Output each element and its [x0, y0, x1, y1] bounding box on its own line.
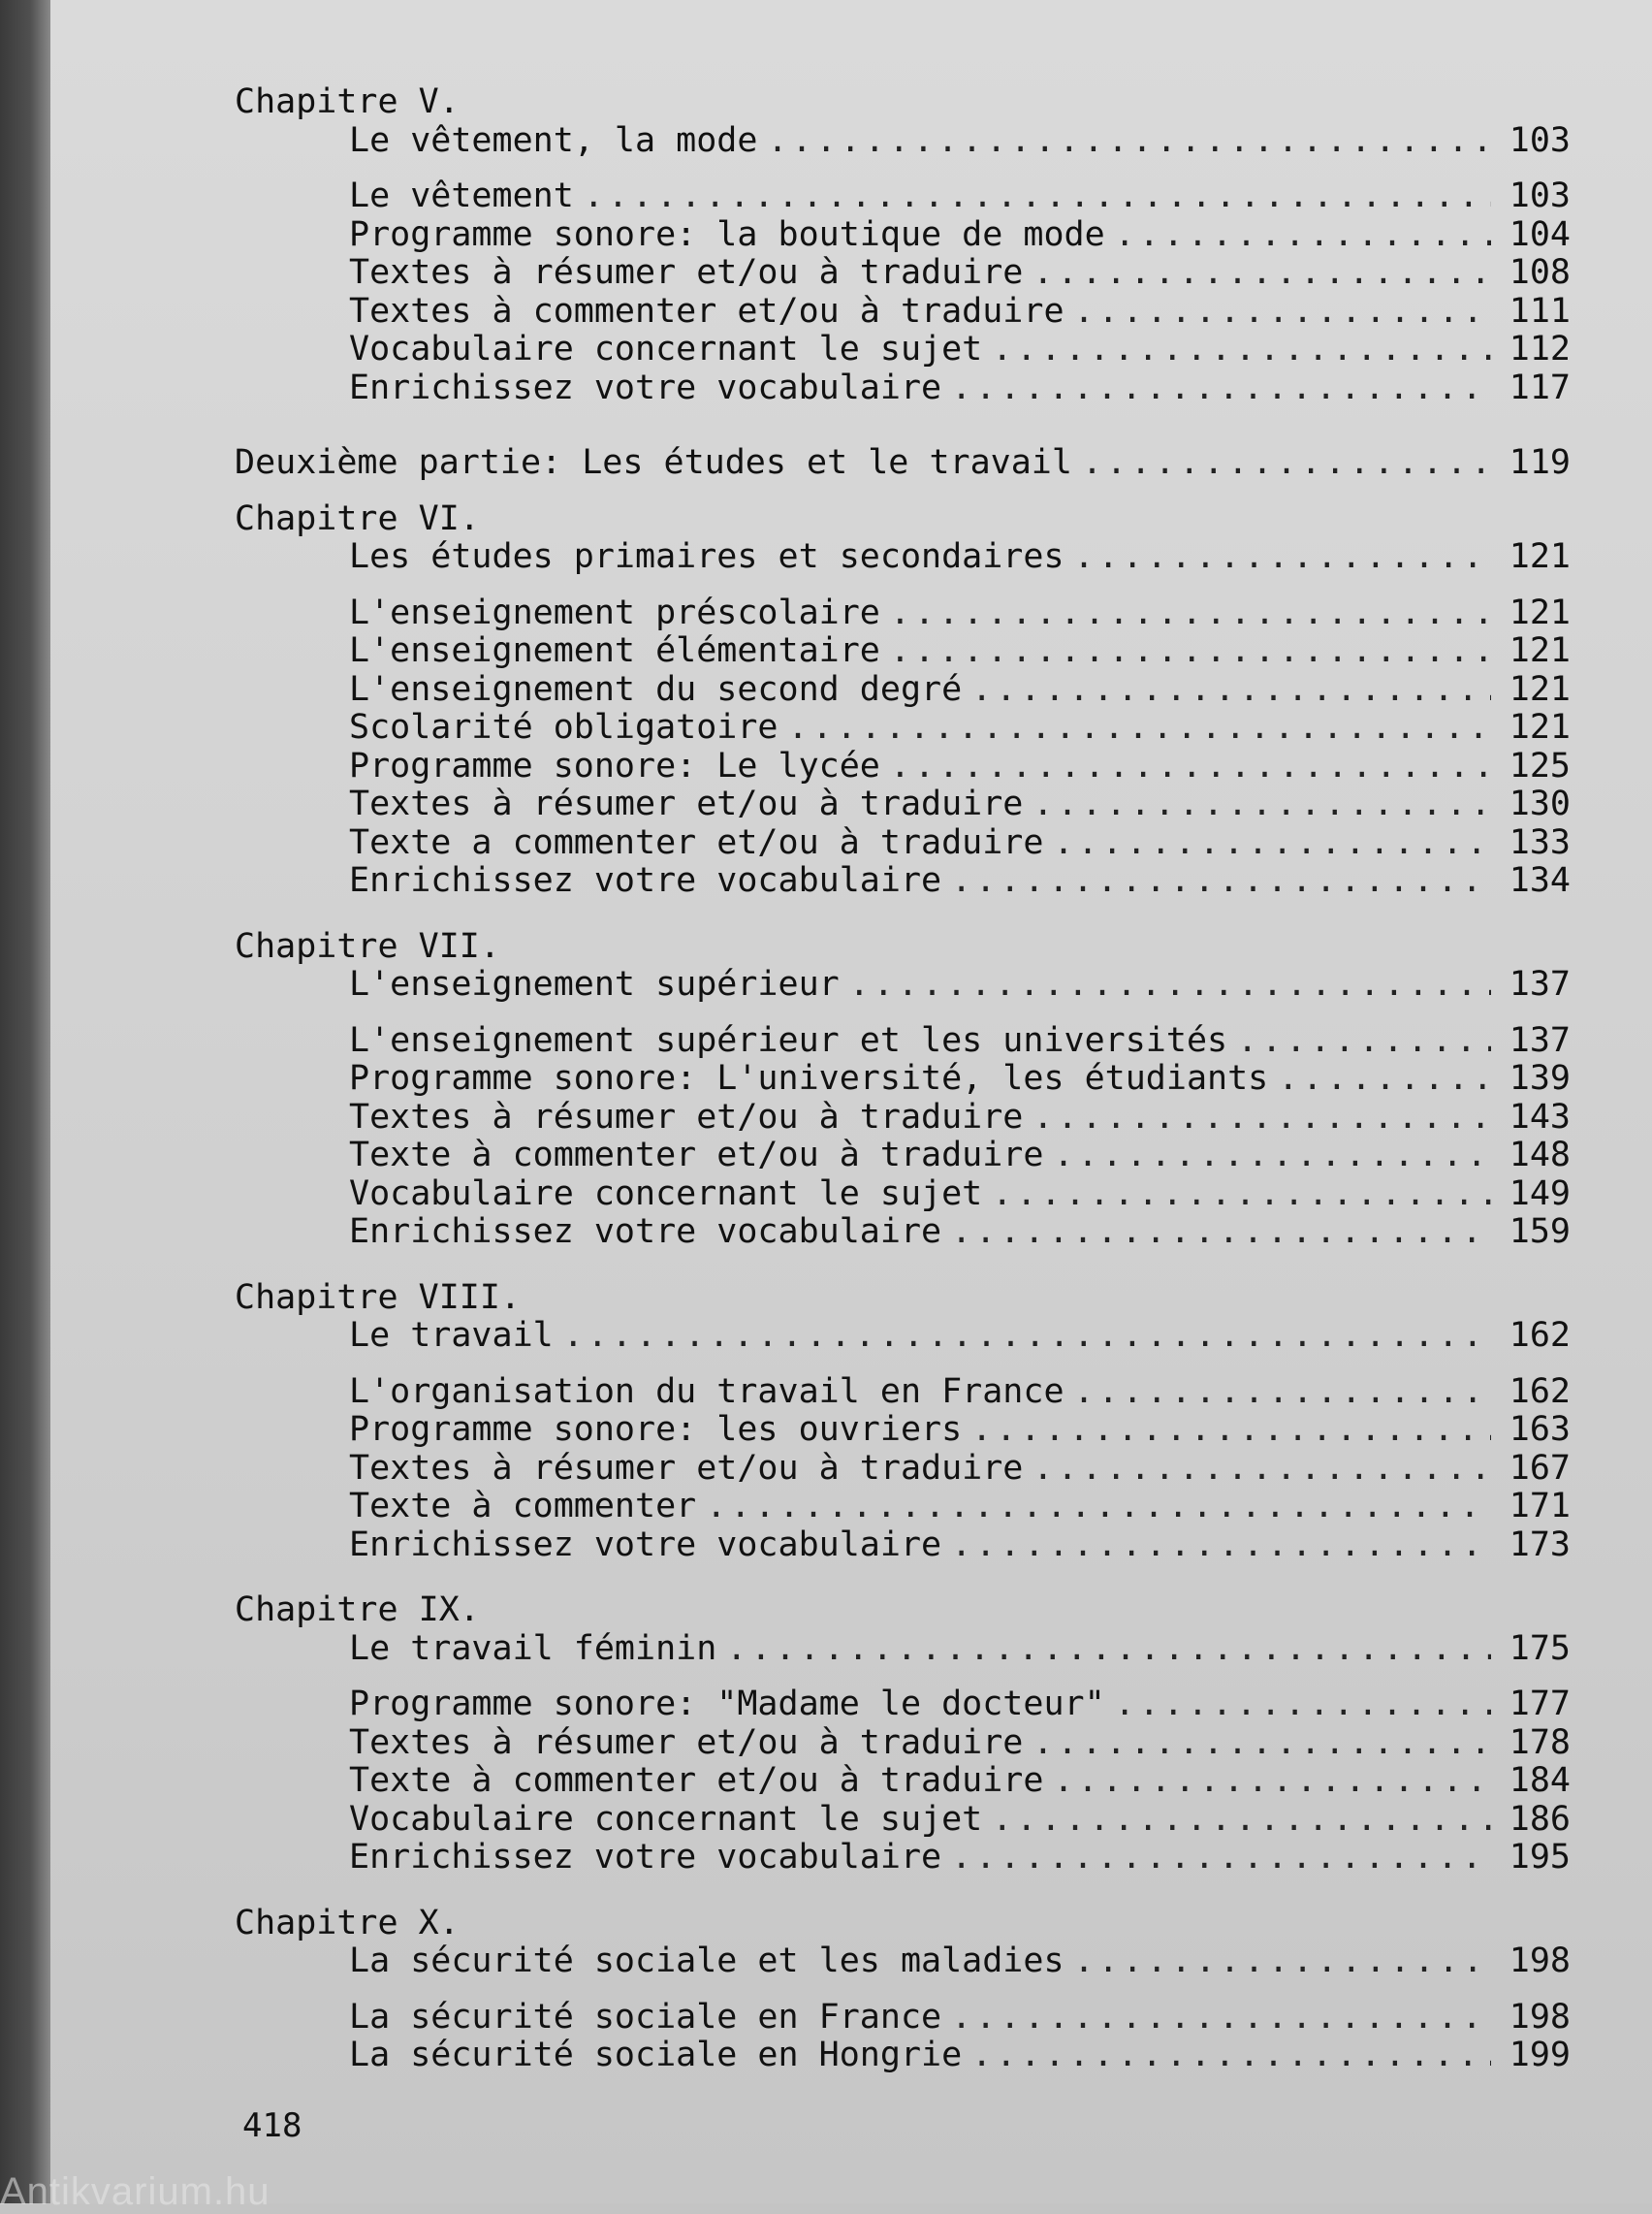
toc-item-label: Programme sonore: la boutique de mode — [349, 214, 1105, 254]
watermark: Antikvarium.hu — [0, 2170, 270, 2213]
toc-item — [235, 369, 1571, 408]
toc-item — [235, 2037, 1571, 2075]
page-ref: 173 — [1509, 1524, 1571, 1564]
toc-item-label: Texte à commenter et/ou à traduire — [349, 1136, 1044, 1174]
page-ref: 175 — [1509, 1628, 1571, 1668]
toc-item-label: Enrichissez votre vocabulaire — [349, 1212, 942, 1251]
toc-item-label: L'enseignement élémentaire — [349, 631, 880, 670]
table-of-contents — [235, 83, 1571, 2075]
chapter-heading: Chapitre X. — [235, 1903, 460, 1942]
dot-leader — [1237, 1022, 1491, 1061]
dot-leader — [951, 1526, 1491, 1565]
dot-leader — [951, 1839, 1491, 1877]
page-ref: 198 — [1509, 1941, 1571, 1980]
dot-leader — [992, 1175, 1491, 1214]
toc-item-label: Texte à commenter — [349, 1487, 697, 1525]
toc-item — [235, 1022, 1571, 1061]
page-ref: 112 — [1509, 330, 1571, 369]
dot-leader — [951, 1213, 1491, 1252]
page-ref: 195 — [1509, 1838, 1571, 1877]
dot-leader — [1053, 824, 1491, 863]
toc-item-label: Programme sonore: L'université, les étudiants — [349, 1059, 1269, 1098]
toc-item-label: Programme sonore: "Madame le docteur" — [349, 1685, 1105, 1723]
dot-leader — [1115, 216, 1491, 255]
toc-item-label: Enrichissez votre vocabulaire — [349, 368, 942, 407]
chapter-title-row — [235, 966, 1571, 1005]
dot-leader — [584, 177, 1491, 216]
page-ref: 111 — [1509, 291, 1571, 331]
page-ref: 162 — [1509, 1316, 1571, 1355]
dot-leader — [890, 748, 1491, 786]
dot-leader — [971, 2037, 1491, 2075]
toc-item — [235, 1801, 1571, 1840]
dot-leader — [1032, 1724, 1491, 1763]
toc-item-label: Scolarité obligatoire — [349, 708, 778, 747]
toc-item-label: Vocabulaire concernant le sujet — [349, 1799, 983, 1839]
part-heading-row — [235, 444, 1571, 483]
page-ref: 108 — [1509, 253, 1571, 292]
toc-item-label: L'enseignement du second degré — [349, 669, 963, 709]
dot-leader — [1278, 1060, 1491, 1099]
page-ref: 143 — [1509, 1097, 1571, 1137]
toc-item — [235, 786, 1571, 824]
toc-item-label: Programme sonore: Le lycée — [349, 746, 880, 786]
page-ref: 163 — [1509, 1410, 1571, 1449]
toc-item-label: Textes à résumer et/ou à traduire — [349, 1097, 1024, 1137]
chapter-title: Les études primaires et secondaires — [349, 537, 1064, 576]
toc-item — [235, 1762, 1571, 1801]
chapter-title-row — [235, 1317, 1571, 1356]
toc-item — [235, 1450, 1571, 1489]
toc-item-label: Textes à résumer et/ou à traduire — [349, 1722, 1024, 1762]
page-ref: 184 — [1509, 1761, 1571, 1800]
chapter-title-row — [235, 122, 1571, 161]
toc-item — [235, 748, 1571, 786]
toc-item — [235, 1175, 1571, 1214]
dot-leader — [1032, 254, 1491, 293]
toc-item-label: L'enseignement supérieur et les universités — [349, 1020, 1228, 1060]
toc-item — [235, 1999, 1571, 2038]
page-ref: 121 — [1509, 708, 1571, 747]
chapter-heading: Chapitre VI. — [235, 498, 480, 538]
page-ref: 119 — [1509, 443, 1571, 482]
dot-leader — [1032, 1099, 1491, 1138]
book-spine-shadow — [0, 0, 50, 2203]
toc-item — [235, 1373, 1571, 1412]
toc-item — [235, 862, 1571, 901]
dot-leader — [1032, 1450, 1491, 1489]
toc-item-label: Enrichissez votre vocabulaire — [349, 861, 942, 900]
dot-leader — [992, 331, 1491, 369]
page-ref: 199 — [1509, 2036, 1571, 2074]
page-ref: 117 — [1509, 368, 1571, 407]
chapter-title: Le vêtement, la mode — [349, 120, 758, 160]
toc-item — [235, 293, 1571, 332]
toc-item-label: Vocabulaire concernant le sujet — [349, 1173, 983, 1213]
page-ref: 137 — [1509, 965, 1571, 1004]
page-ref: 186 — [1509, 1799, 1571, 1839]
dot-leader — [1053, 1762, 1491, 1801]
chapter-heading: Chapitre VIII. — [235, 1277, 522, 1317]
page-ref: 137 — [1509, 1020, 1571, 1060]
dot-leader — [890, 594, 1491, 633]
page-ref: 121 — [1509, 669, 1571, 709]
toc-item — [235, 709, 1571, 748]
toc-item-label: La sécurité sociale en Hongrie — [349, 2036, 963, 2074]
toc-item-label: Le vêtement — [349, 176, 574, 215]
toc-item-label: L'organisation du travail en France — [349, 1371, 1064, 1411]
toc-item — [235, 594, 1571, 633]
toc-item-label: Textes à commenter et/ou à traduire — [349, 291, 1064, 331]
dot-leader — [1074, 293, 1491, 332]
toc-item — [235, 1411, 1571, 1450]
page-ref: 103 — [1509, 120, 1571, 160]
toc-item — [235, 824, 1571, 863]
dot-leader — [726, 1630, 1491, 1669]
page-ref: 177 — [1509, 1685, 1571, 1723]
dot-leader — [951, 369, 1491, 408]
toc-item — [235, 1839, 1571, 1877]
toc-item — [235, 331, 1571, 369]
page-ref: 133 — [1509, 822, 1571, 862]
page-ref: 149 — [1509, 1173, 1571, 1213]
toc-item — [235, 632, 1571, 671]
dot-leader — [1074, 538, 1491, 577]
dot-leader — [951, 862, 1491, 901]
dot-leader — [767, 122, 1491, 161]
dot-leader — [788, 709, 1491, 748]
toc-item — [235, 1685, 1571, 1724]
toc-item-label: Textes à résumer et/ou à traduire — [349, 785, 1024, 823]
page-ref: 103 — [1509, 176, 1571, 215]
toc-item — [235, 1099, 1571, 1138]
toc-item-label: Textes à résumer et/ou à traduire — [349, 1448, 1024, 1488]
toc-item-label: Programme sonore: les ouvriers — [349, 1410, 963, 1449]
page-ref: 139 — [1509, 1059, 1571, 1098]
chapter-title: Le travail — [349, 1316, 554, 1355]
toc-item — [235, 1526, 1571, 1565]
toc-item — [235, 1060, 1571, 1099]
dot-leader — [1074, 1942, 1491, 1981]
toc-item — [235, 671, 1571, 710]
chapter-title-row — [235, 1630, 1571, 1669]
toc-item — [235, 177, 1571, 216]
page-ref: 125 — [1509, 746, 1571, 786]
dot-leader — [1082, 444, 1491, 483]
dot-leader — [1115, 1685, 1491, 1724]
dot-leader — [1053, 1137, 1491, 1175]
dot-leader — [1032, 786, 1491, 824]
page-ref: 178 — [1509, 1722, 1571, 1762]
chapter-heading: Chapitre V. — [235, 82, 460, 121]
page-ref: 159 — [1509, 1212, 1571, 1251]
toc-item-label: Vocabulaire concernant le sujet — [349, 330, 983, 369]
dot-leader — [971, 671, 1491, 710]
chapter-title-row — [235, 538, 1571, 577]
toc-item — [235, 216, 1571, 255]
toc-item-label: Texte a commenter et/ou à traduire — [349, 822, 1044, 862]
dot-leader — [563, 1317, 1491, 1356]
toc-item-label: Texte à commenter et/ou à traduire — [349, 1761, 1044, 1800]
chapter-heading: Chapitre VII. — [235, 926, 500, 966]
toc-item — [235, 254, 1571, 293]
chapter-heading: Chapitre IX. — [235, 1590, 480, 1629]
page-ref: 171 — [1509, 1487, 1571, 1525]
page-ref: 121 — [1509, 593, 1571, 632]
dot-leader — [1074, 1373, 1491, 1412]
toc-item — [235, 1724, 1571, 1763]
toc-item — [235, 1213, 1571, 1252]
page-ref: 148 — [1509, 1136, 1571, 1174]
chapter-title: La sécurité sociale et les maladies — [349, 1941, 1064, 1980]
toc-item-label: La sécurité sociale en France — [349, 1997, 942, 2037]
toc-item — [235, 1137, 1571, 1175]
page-ref: 162 — [1509, 1371, 1571, 1411]
page-ref: 130 — [1509, 785, 1571, 823]
page-ref: 198 — [1509, 1997, 1571, 2037]
page-ref: 167 — [1509, 1448, 1571, 1488]
page-ref: 121 — [1509, 631, 1571, 670]
part-heading: Deuxième partie: Les études et le travail — [235, 443, 1072, 482]
dot-leader — [951, 1999, 1491, 2038]
dot-leader — [890, 632, 1491, 671]
chapter-title: Le travail féminin — [349, 1628, 717, 1668]
chapter-title: L'enseignement supérieur — [349, 965, 840, 1004]
chapter-title-row — [235, 1942, 1571, 1981]
toc-item — [235, 1488, 1571, 1526]
toc-item-label: L'enseignement préscolaire — [349, 593, 880, 632]
dot-leader — [706, 1488, 1491, 1526]
page-ref: 121 — [1509, 537, 1571, 576]
page-ref: 134 — [1509, 861, 1571, 900]
dot-leader — [992, 1801, 1491, 1840]
dot-leader — [971, 1411, 1491, 1450]
dot-leader — [849, 966, 1491, 1005]
toc-item-label: Enrichissez votre vocabulaire — [349, 1524, 942, 1564]
page-number: 418 — [242, 2106, 302, 2145]
toc-item-label: Enrichissez votre vocabulaire — [349, 1838, 942, 1877]
page-ref: 104 — [1509, 214, 1571, 254]
toc-item-label: Textes à résumer et/ou à traduire — [349, 253, 1024, 292]
